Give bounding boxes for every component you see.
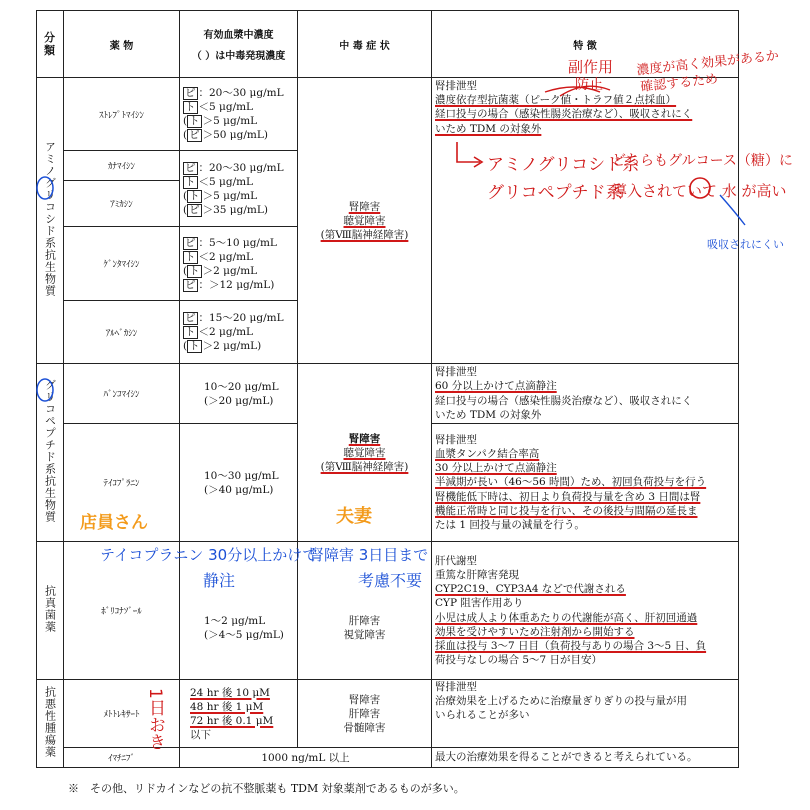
note-glycopeptide: グリコペプチド系: [487, 183, 623, 203]
concentration-line: ト ＜5 μg/mL: [185, 101, 254, 113]
note-iv-infusion: 静注: [203, 571, 236, 590]
note-every-other-day: 1日おき: [145, 688, 165, 750]
concentration-line: ピ ：5～10 μg/mL: [185, 236, 277, 249]
concentration-line: ピ ：20～30 μg/mL: [185, 161, 284, 174]
toxicity-antifungal: 肝障害 視覚障害: [298, 542, 432, 680]
peak-trough-marker: ピ: [185, 278, 196, 291]
note-aminoglycoside: アミノグリコシド系: [487, 155, 640, 175]
drug-name: ﾎﾞﾘｺﾅｿﾞｰﾙ: [64, 542, 180, 680]
toxicity-glycopeptide: 腎障害 聴覚障害 (第Ⅷ脳神経障害): [298, 364, 432, 542]
peak-trough-marker: ピ: [185, 87, 196, 99]
toxicity-antitumor: 腎障害 肝障害 骨髄障害: [298, 680, 432, 748]
header-category: 分 類: [37, 11, 64, 78]
concentration-line: ( ピ ＞50 μg/mL): [183, 129, 268, 141]
conc-cell: 1～2 μg/mL (＞4～5 μg/mL): [180, 542, 298, 680]
toxicity-aminoglycoside: 腎障害 聴覚障害 (第Ⅷ脳神経障害): [298, 78, 432, 364]
drug-name: ｱﾐｶｼﾝ: [64, 181, 180, 227]
note-high-conc: 濃度が高く効果があるか: [635, 48, 780, 79]
peak-trough-marker: ピ: [189, 203, 200, 216]
peak-trough-marker: ト: [185, 175, 196, 188]
drug-name: ｱﾙﾍﾞｶｼﾝ: [64, 301, 180, 364]
conc-cell: 10～30 μg/mL (＞40 μg/mL): [180, 424, 298, 542]
peak-trough-marker: ト: [189, 189, 200, 202]
header-concentration: 有効血漿中濃度 （ ）は中毒発現濃度: [180, 11, 298, 78]
features-voriconazole: 肝代謝型 重篤な肝障害発現 CYP2C19、CYP3A4 などで代謝される CYP 阻害作用あり 小児は成人より体重あたりの代謝能が高く、肝初回通過 効果を受けやすいため注射剤から開始する 採血は投与 3～7 日目（負荷投与ありの場合 3～5 日、負 荷投与なしの場合 5～7 日が目安）: [432, 542, 739, 680]
peak-trough-marker: ピ: [185, 236, 196, 249]
circle-mark: [37, 379, 53, 401]
concentration-line: ( ト ＞5 μg/mL: [183, 115, 258, 127]
concentration-line: ピ ：15～20 μg/mL: [185, 312, 284, 324]
concentration-line: ( ピ ＞35 μg/mL): [183, 203, 268, 216]
peak-trough-marker: ト: [185, 101, 196, 113]
drug-name: ｽﾄﾚﾌﾟﾄﾏｲｼﾝ: [64, 78, 180, 151]
features-methotrexate: 腎排泄型 治療効果を上げるために治療量ぎりぎりの投与量が用 いられることが多い: [432, 680, 739, 748]
concentration-line: ピ ：＞12 μg/mL): [185, 278, 275, 291]
note-store-clerk: 店員さん: [80, 513, 148, 533]
peak-trough-marker: ピ: [189, 129, 200, 141]
note-not-needed: 考慮不要: [358, 571, 423, 590]
category-antifungal: 抗真菌薬: [37, 542, 64, 680]
note-both-glucose: どちらもグルコース（糖）に: [612, 153, 793, 169]
features-vancomycin: 腎排泄型 60 分以上かけて点滴静注 経口投与の場合（感染性腸炎治療など）、吸収されにく いため TDM の対象外: [432, 364, 739, 424]
category-aminoglycoside: アミノグリコシド系抗生物質: [37, 78, 64, 364]
concentration-line: ( ト ＞5 μg/mL: [183, 189, 258, 202]
peak-trough-marker: ト: [185, 326, 196, 338]
drug-name: ﾊﾞﾝｺﾏｲｼﾝ: [64, 364, 180, 424]
conc-cell: 10～20 μg/mL (＞20 μg/mL): [180, 364, 298, 424]
concentration-line: ( ト ＞2 μg/mL: [183, 264, 258, 277]
features-aminoglycoside: 腎排泄型 濃度依存型抗菌薬（ピーク値・トラフ値２点採血） 経口投与の場合（感染性腸炎治療など）、吸収されにく いため TDM の対象外: [432, 78, 739, 364]
conc-cell: 1000 ng/mL 以上: [180, 748, 432, 768]
concentration-line: ト ＜2 μg/mL: [185, 326, 254, 338]
header-features: 特 徴: [432, 11, 739, 78]
peak-trough-marker: ト: [189, 115, 200, 127]
circle-mark: [37, 177, 53, 199]
features-teicoplanin: 腎排泄型 血漿タンパク結合率高 30 分以上かけて点滴静注 半減期が長い（46～56 時間）ため、初回負荷投与を行う 腎機能低下時は、初日より負荷投与量を含め 3 日間は腎 機能正常時と同じ投与を行い、その後投与間隔の延長ま たは 1 回投与量の減量を行う。: [432, 424, 739, 542]
drug-name: ﾃｲｺﾌﾟﾗﾆﾝ: [64, 424, 180, 542]
note-renal-3days: 腎障害 3日目まで: [309, 546, 429, 564]
concentration-line: ( ト ＞2 μg/mL): [183, 340, 262, 352]
conc-cell: 24 hr 後 10 μM 48 hr 後 1 μM 72 hr 後 0.1 μM 以下: [180, 680, 298, 748]
drug-name: ｹﾞﾝﾀﾏｲｼﾝ: [64, 227, 180, 301]
note-confirm: 確認するため: [639, 71, 719, 96]
drug-name: ｶﾅﾏｲｼﾝ: [64, 151, 180, 181]
concentration-line: ト ＜2 μg/mL: [185, 250, 254, 263]
note-introduced: 導入されていて 水 が高い: [612, 182, 787, 200]
features-imatinib: 最大の治療効果を得ることができると考えられている。: [432, 748, 739, 768]
peak-trough-marker: ピ: [185, 161, 196, 174]
note-poor-absorption: 吸収されにくい: [707, 238, 784, 251]
footnote: ※ その他、リドカインなどの抗不整脈薬も TDM 対象薬剤であるものが多い。: [68, 782, 465, 795]
peak-trough-marker: ト: [185, 250, 196, 263]
peak-trough-marker: ト: [189, 340, 200, 352]
peak-trough-marker: ピ: [185, 312, 196, 324]
drug-name: ﾒﾄﾄﾚｷｻｰﾄ: [64, 680, 180, 748]
concentration-line: ト ＜5 μg/mL: [185, 175, 254, 188]
header-drug: 薬 物: [64, 11, 180, 78]
note-couple: 夫妻: [336, 506, 372, 527]
note-prevent: 防止: [575, 77, 603, 93]
drug-name: ｲﾏﾁﾆﾌﾞ: [64, 748, 180, 768]
note-side-effect: 副作用: [568, 58, 614, 76]
category-antitumor: 抗悪性腫瘍薬: [37, 680, 64, 768]
peak-trough-marker: ト: [189, 264, 200, 277]
note-teicoplanin: テイコプラニン 30分以上かけて: [100, 546, 318, 564]
category-glycopeptide: グリコペプチド系抗生物質: [37, 364, 64, 542]
concentration-line: ピ ：20～30 μg/mL: [185, 87, 284, 99]
header-toxicity: 中 毒 症 状: [298, 11, 432, 78]
